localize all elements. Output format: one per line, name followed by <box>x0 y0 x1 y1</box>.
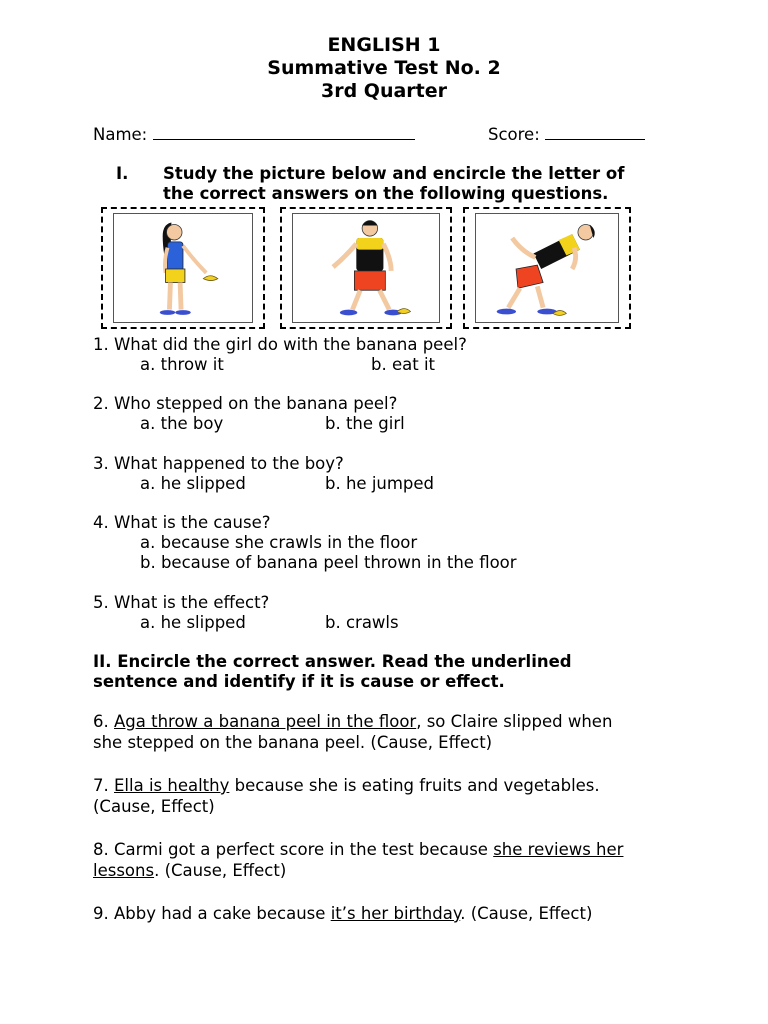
boy-walking-icon <box>282 209 450 327</box>
question-2: 2. Who stepped on the banana peel? <box>93 394 398 413</box>
item-7-line2[interactable]: (Cause, Effect) <box>93 797 215 816</box>
quarter-label: 3rd Quarter <box>320 80 447 102</box>
question-4: 4. What is the cause? <box>93 513 271 532</box>
item-9-underlined: it’s her birthday <box>330 904 461 923</box>
boy-slipping-icon <box>465 209 629 327</box>
item-8-underlined-cont: lessons <box>93 861 155 880</box>
item-8-line2[interactable]: lessons. (Cause, Effect) <box>93 861 287 880</box>
question-1-choice-a[interactable]: a. throw it <box>140 355 224 374</box>
name-blank[interactable] <box>153 125 415 140</box>
question-5: 5. What is the effect? <box>93 593 270 612</box>
picture-boy-slipping <box>463 207 631 329</box>
part1-numeral: I. <box>116 164 129 183</box>
item-6-line2[interactable]: she stepped on the banana peel. (Cause, Effect) <box>93 733 493 752</box>
question-2-choice-b[interactable]: b. the girl <box>325 414 405 433</box>
part1-instruction-line2: the correct answers on the following questions. <box>163 184 609 203</box>
girl-figure-icon <box>103 209 263 327</box>
question-4-choice-a[interactable]: a. because she crawls in the floor <box>140 533 418 552</box>
picture-girl-throwing-peel <box>101 207 265 329</box>
question-3: 3. What happened to the boy? <box>93 454 344 473</box>
question-5-choice-b[interactable]: b. crawls <box>325 613 399 632</box>
question-1: 1. What did the girl do with the banana peel? <box>93 335 467 354</box>
name-label: Name: <box>93 125 148 144</box>
item-8-underlined: she reviews her <box>493 840 624 859</box>
item-8-line1: 8. Carmi got a perfect score in the test because she reviews her <box>93 840 624 859</box>
part1-instruction-line1: Study the picture below and encircle the letter of <box>163 164 625 183</box>
picture-boy-walking <box>280 207 452 329</box>
question-3-choice-b[interactable]: b. he jumped <box>325 474 435 493</box>
part2-instruction-line1: II. Encircle the correct answer. Read the underlined <box>93 652 572 671</box>
item-7-line1: 7. Ella is healthy because she is eating fruits and vegetables. <box>93 776 600 795</box>
item-7-underlined: Ella is healthy <box>114 776 230 795</box>
score-blank[interactable] <box>545 125 645 140</box>
score-field <box>488 125 645 145</box>
part2-instruction-line2: sentence and identify if it is cause or effect. <box>93 672 505 691</box>
name-field <box>93 125 415 145</box>
question-3-choice-a[interactable]: a. he slipped <box>140 474 246 493</box>
item-9-line1[interactable]: 9. Abby had a cake because it’s her birthday. (Cause, Effect) <box>93 904 593 923</box>
item-6-underlined: Aga throw a banana peel in the floor <box>114 712 417 731</box>
question-1-choice-b[interactable]: b. eat it <box>371 355 435 374</box>
question-4-choice-b[interactable]: b. because of banana peel thrown in the floor <box>140 553 517 572</box>
question-5-choice-a[interactable]: a. he slipped <box>140 613 246 632</box>
item-6-line1: 6. Aga throw a banana peel in the floor, so Claire slipped when <box>93 712 613 731</box>
page-subtitle: Summative Test No. 2 <box>267 57 501 79</box>
question-2-choice-a[interactable]: a. the boy <box>140 414 224 433</box>
page-title: ENGLISH 1 <box>327 34 441 56</box>
score-label: Score: <box>488 125 540 144</box>
